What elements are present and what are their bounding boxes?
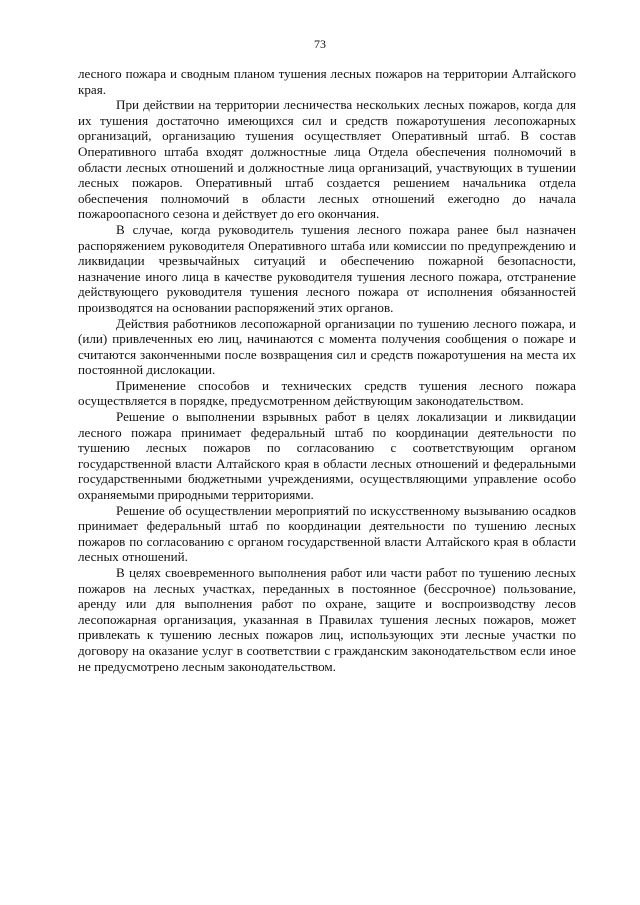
paragraph-2: При действии на территории лесничества нескольких лесных пожаров, когда для их тушения достаточно имеющихся сил и средств пожаротушения лесопожарных организаций, организацию тушения осуществляет Оперативный штаб. В состав Оперативного штаба входят должностные лица Отдела обеспечения полномочий в области лесных отношений и должностные лица организаций, участвующих в тушении лесных пожаров. Оперативный штаб создается решением начальника отдела обеспечения полномочий в области лесных отношений ежегодно до начала пожароопасного сезона и действует до его окончания. (78, 97, 576, 222)
paragraph-6: Решение о выполнении взрывных работ в целях локализации и ликвидации лесного пожара принимает федеральный штаб по координации деятельности по тушению лесных пожаров по согласованию с соответствующим органом государственной власти Алтайского края в области лесных отношений и федеральными государственными бюджетными учреждениями, осуществляющими управление особо охраняемыми природными территориями. (78, 409, 576, 503)
page-number: 73 (314, 37, 326, 51)
paragraph-4: Действия работников лесопожарной организации по тушению лесного пожара, и (или) привлеченных ею лиц, начинаются с момента получения сообщения о пожаре и считаются законченными после возвращения сил и средств пожаротушения на места их постоянной дислокации. (78, 315, 576, 378)
paragraph-8: В целях своевременного выполнения работ или части работ по тушению лесных пожаров на лесных участках, переданных в постоянное (бессрочное) пользование, аренду или для выполнения работ по охране, защите и воспроизводству лесов лесопожарная организация, указанная в Правилах тушения лесных пожаров, может привлекать к тушению лесных пожаров лиц, использующих эти лесные участки по договору на оказание услуг в соответствии с гражданским законодательством если иное не предусмотрено лесным законодательством. (78, 565, 576, 674)
paragraph-3: В случае, когда руководитель тушения лесного пожара ранее был назначен распоряжением руководителя Оперативного штаба или комиссии по предупреждению и ликвидации чрезвычайных ситуаций и обеспечению пожарной безопасности, назначение иного лица в качестве руководителя тушения лесного пожара, отстранение действующего руководителя тушения лесного пожара от исполнения обязанностей производятся на основании распоряжений этих органов. (78, 221, 576, 315)
paragraph-7: Решение об осуществлении мероприятий по искусственному вызыванию осадков принимает федеральный штаб по координации деятельности по тушению лесных пожаров по согласованию с органом государственной власти Алтайского края в области лесных отношений. (78, 502, 576, 565)
paragraph-5: Применение способов и технических средств тушения лесного пожара осуществляется в порядке, предусмотренном действующим законодательством. (78, 377, 576, 409)
paragraph-1: лесного пожара и сводным планом тушения лесных пожаров на территории Алтайского края. (78, 66, 576, 97)
page-body (78, 66, 576, 674)
